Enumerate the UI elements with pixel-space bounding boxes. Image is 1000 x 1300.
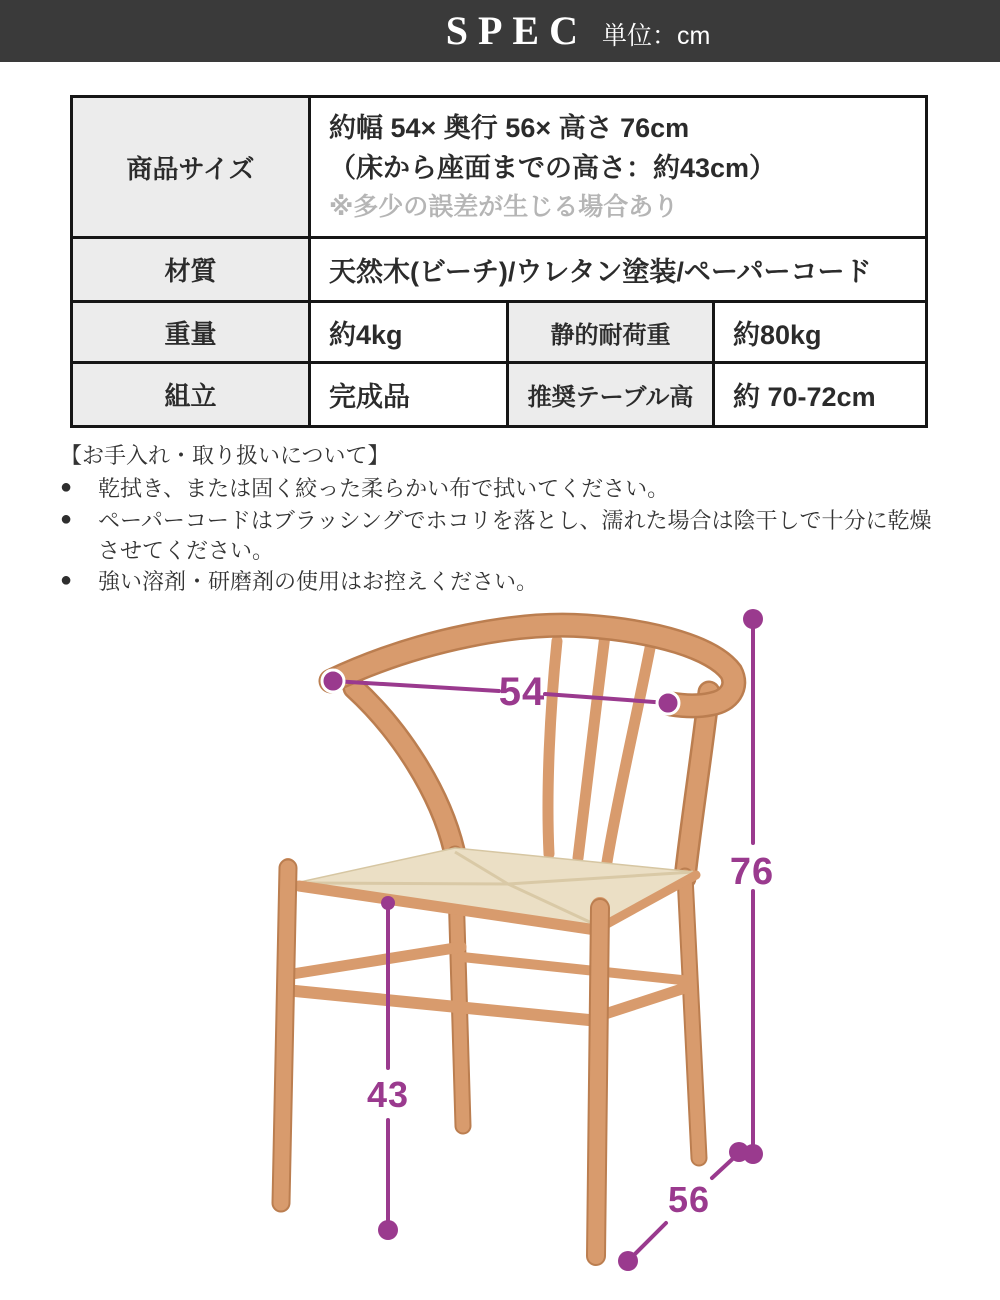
width-dimension-label: 54 (498, 670, 546, 714)
bullet-icon: ● (60, 569, 73, 592)
care-item-text: 強い溶剤・研磨剤の使用はお控えください。 (98, 569, 539, 595)
back-slats (548, 635, 651, 862)
back-slat (607, 643, 651, 862)
right-rear-support (685, 692, 709, 878)
unit-label: 単位：cm (601, 22, 711, 50)
weight-value-cell: 約4kg (311, 303, 506, 361)
front-left-leg (281, 868, 288, 1203)
dimension-seat-height (367, 896, 409, 1240)
weave-line (308, 883, 508, 884)
width-endpoint-dot (322, 670, 344, 692)
seat-height-dimension-label: 43 (366, 1074, 410, 1115)
weight-label-cell: 重量 (73, 303, 308, 361)
front-right-leg (596, 908, 600, 1256)
seat-height-endpoint-dot (378, 1220, 398, 1240)
bullet-icon: ● (60, 507, 73, 530)
assembly-label-cell: 組立 (73, 364, 308, 425)
depth-endpoint-dot (729, 1142, 749, 1162)
width-endpoint-dot (657, 692, 679, 714)
back-slat (548, 641, 557, 854)
back-slat (578, 635, 605, 858)
height-dimension-label: 76 (729, 851, 775, 893)
bullet-icon: ● (60, 476, 73, 499)
rear-right-leg (685, 876, 699, 1158)
table-height-value-cell: 約 70-72cm (715, 364, 925, 425)
left-rear-support (354, 688, 454, 850)
static-load-value-cell: 約80kg (715, 303, 925, 361)
front-stretcher (285, 990, 599, 1021)
size-line-1: 約幅 54× 奥行 56× 高さ 76cm (329, 112, 690, 143)
rear-supports (354, 688, 709, 878)
care-item-text: ペーパーコードはブラッシングでホコリを落とし、濡れた場合は陰干しで十分に乾燥させてください。 (98, 507, 932, 564)
table-height-label-cell: 推奨テーブル高 (509, 364, 712, 425)
size-line-2: （床から座面までの高さ：約43cm） (329, 153, 777, 184)
depth-line (628, 1223, 666, 1261)
care-title: 【お手入れ・取り扱いについて】 (60, 443, 390, 468)
care-item-text: 乾拭き、または固く絞った柔らかい布で拭いてください。 (98, 476, 670, 502)
size-note: ※多少の誤差が生じる場合あり (329, 192, 679, 221)
right-stretcher (599, 986, 691, 1016)
static-load-label-cell: 静的耐荷重 (509, 303, 712, 361)
depth-dimension-label: 56 (667, 1179, 711, 1220)
rear-stretcher (462, 957, 691, 981)
left-stretcher (286, 947, 461, 975)
material-label-cell: 材質 (73, 239, 308, 300)
height-endpoint-dot (743, 609, 763, 629)
assembly-value-cell: 完成品 (311, 364, 506, 425)
material-value-cell: 天然木(ビーチ)/ウレタン塗装/ペーパーコード (311, 239, 925, 300)
width-line (545, 694, 668, 703)
size-label-cell: 商品サイズ (73, 98, 308, 236)
spec-title: SPEC (445, 8, 588, 53)
stretchers (285, 947, 691, 1021)
seat (299, 848, 696, 930)
dimension-depth (618, 1142, 749, 1271)
